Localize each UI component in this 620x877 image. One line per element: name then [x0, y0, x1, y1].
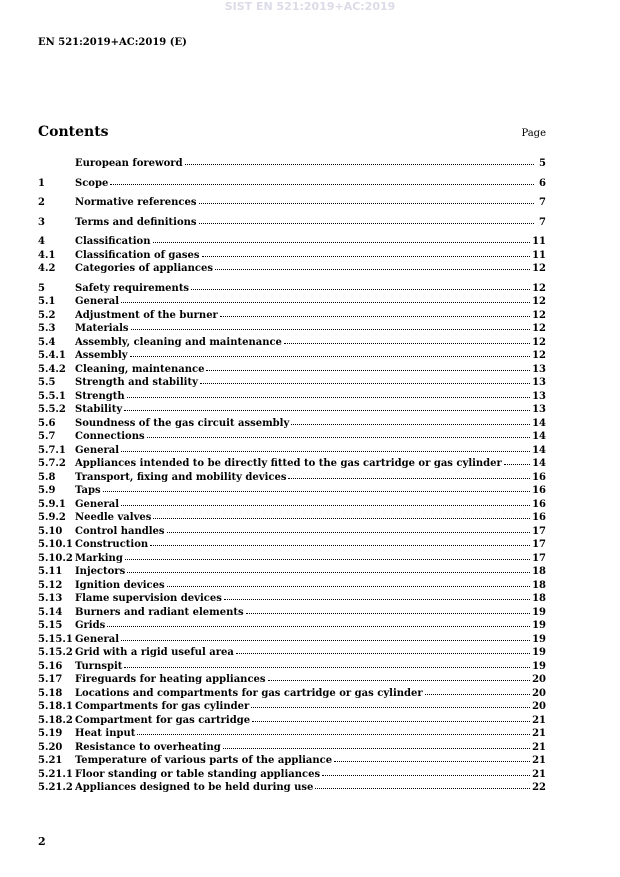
toc-entry[interactable]: [38, 402, 546, 416]
toc-page-number: 17: [532, 552, 546, 564]
toc-page-number: 12: [532, 263, 546, 274]
toc-dot-leader: [425, 685, 530, 695]
toc-section-title: Compartment for gas cartridge: [75, 714, 251, 726]
toc-section-number: 4: [38, 236, 45, 247]
toc-entry[interactable]: [38, 618, 546, 632]
toc-page-number: 18: [532, 566, 546, 577]
toc-page-number: 13: [532, 377, 546, 388]
toc-page-number: 19: [532, 647, 546, 658]
toc-section-number: 5.20: [38, 741, 63, 753]
toc-section-number: 5.6: [38, 417, 56, 429]
toc-section-number: 5.10.1: [38, 539, 73, 550]
toc-dot-leader: [322, 766, 530, 776]
toc-section-title: Materials: [75, 323, 129, 334]
toc-section-number: 2: [38, 197, 45, 208]
toc-section-title: European foreword: [75, 158, 183, 169]
toc-page-number: 13: [532, 390, 546, 402]
toc-section-title: Marking: [75, 552, 123, 564]
toc-page-number: 19: [532, 606, 546, 618]
toc-dot-leader: [200, 374, 530, 384]
toc-dot-leader: [121, 293, 530, 303]
toc-section-title: Safety requirements: [75, 282, 190, 294]
toc-entry[interactable]: [38, 294, 546, 308]
toc-section-number: 5.4.1: [38, 350, 66, 361]
toc-page-number: 12: [532, 296, 546, 307]
toc-dot-leader: [124, 401, 530, 411]
toc-dot-leader: [504, 455, 530, 465]
toc-section-number: 5.21: [38, 755, 63, 766]
toc-entry[interactable]: [38, 497, 546, 511]
toc-section-number: 5.1: [38, 296, 56, 307]
toc-section-number: 5.11: [38, 566, 63, 577]
toc-page-number: 12: [532, 282, 546, 294]
toc-section-title: Classification: [75, 236, 151, 247]
toc-page-number: 20: [532, 674, 546, 685]
toc-section-title: Classification of gases: [75, 249, 200, 261]
toc-section-number: 3: [38, 216, 45, 228]
toc-section-number: 5.4.2: [38, 363, 66, 375]
toc-section-number: 5.2: [38, 309, 56, 321]
toc-dot-leader: [167, 523, 531, 533]
toc-page-number: 16: [532, 471, 546, 483]
toc-section-title: Heat input: [75, 728, 136, 739]
toc-section-title: Ignition devices: [75, 579, 165, 591]
toc-section-title: General: [75, 296, 120, 307]
toc-section-title: Appliances designed to be held during use: [75, 782, 314, 793]
toc-section-title: Assembly: [75, 350, 128, 361]
toc-section-title: Compartments for gas cylinder: [75, 701, 250, 712]
toc-dot-leader: [246, 604, 530, 614]
toc-section-title: Control handles: [75, 525, 165, 537]
toc-page-number: 17: [532, 525, 546, 537]
toc-section-title: Resistance to overheating: [75, 741, 221, 753]
toc-section-number: 5.3: [38, 323, 56, 334]
toc-dot-leader: [191, 280, 530, 290]
toc-page-number: 21: [532, 714, 546, 726]
toc-section-number: 5.4: [38, 336, 56, 348]
toc-entry[interactable]: [38, 578, 546, 592]
toc-entry[interactable]: [38, 713, 546, 727]
toc-section-number: 5.12: [38, 579, 63, 591]
toc-dot-leader: [268, 671, 531, 681]
toc-section-title: General: [75, 444, 120, 456]
toc-dot-leader: [125, 550, 530, 560]
toc-page-number: 11: [532, 236, 546, 247]
toc-page-number: 22: [532, 782, 546, 793]
toc-entry[interactable]: [38, 156, 546, 170]
toc-section-number: 5.19: [38, 728, 63, 739]
toc-entry[interactable]: [38, 767, 546, 781]
toc-section-number: 1: [38, 177, 45, 189]
toc-entry[interactable]: [38, 605, 546, 619]
toc-section-number: 5.18.1: [38, 701, 73, 712]
toc-dot-leader: [202, 247, 531, 257]
toc-dot-leader: [223, 739, 530, 749]
toc-dot-leader: [150, 536, 530, 546]
toc-dot-leader: [131, 320, 531, 330]
toc-section-title: Normative references: [75, 197, 197, 208]
toc-page-number: 18: [532, 593, 546, 604]
toc-section-number: 5.8: [38, 471, 56, 483]
toc-dot-leader: [199, 214, 534, 224]
page-column-label: Page: [521, 128, 546, 139]
toc-page-number: 14: [532, 417, 546, 429]
toc-section-title: Adjustment of the burner: [75, 309, 218, 321]
toc-dot-leader: [251, 698, 530, 708]
toc-section-number: 5.13: [38, 593, 63, 604]
toc-dot-leader: [121, 442, 530, 452]
toc-section-number: 5: [38, 282, 45, 294]
toc-section-number: 5.10: [38, 525, 63, 537]
toc-section-title: Grids: [75, 620, 106, 631]
toc-entry[interactable]: [38, 321, 546, 335]
toc-section-number: 5.15.1: [38, 633, 73, 645]
toc-dot-leader: [103, 482, 530, 492]
toc-section-number: 5.21.2: [38, 782, 73, 793]
toc-page-number: 5: [539, 158, 546, 169]
toc-page-number: 13: [532, 404, 546, 415]
toc-entry[interactable]: [38, 348, 546, 362]
toc-dot-leader: [284, 334, 530, 344]
toc-section-title: Categories of appliances: [75, 263, 213, 274]
toc-page-number: 13: [532, 363, 546, 375]
toc-section-number: 5.18.2: [38, 714, 73, 726]
toc-dot-leader: [124, 658, 530, 668]
toc-entry[interactable]: [38, 281, 546, 295]
toc-entry[interactable]: [38, 686, 546, 700]
toc-page-number: 21: [532, 755, 546, 766]
toc-dot-leader: [236, 644, 530, 654]
toc-section-title: Floor standing or table standing appliances: [75, 768, 321, 780]
toc-entry[interactable]: [38, 308, 546, 322]
toc-section-number: 4.1: [38, 249, 56, 261]
document-id: EN 521:2019+AC:2019 (E): [38, 37, 187, 48]
contents-title: Contents: [38, 124, 109, 140]
toc-page-number: 7: [539, 197, 546, 208]
toc-entry[interactable]: [38, 335, 546, 349]
toc-dot-leader: [147, 428, 530, 438]
toc-dot-leader: [206, 361, 530, 371]
toc-dot-leader: [288, 469, 530, 479]
toc-entry[interactable]: [38, 524, 546, 538]
toc-entry[interactable]: [38, 483, 546, 497]
toc-section-number: 5.18: [38, 687, 63, 699]
toc-section-title: Assembly, cleaning and maintenance: [75, 336, 282, 348]
toc-dot-leader: [185, 155, 534, 165]
toc-page-number: 12: [532, 336, 546, 348]
toc-entry[interactable]: [38, 510, 546, 524]
toc-section-number: 5.16: [38, 660, 63, 672]
toc-section-number: 5.9: [38, 485, 56, 496]
toc-entry[interactable]: [38, 195, 546, 209]
toc-entry[interactable]: [38, 537, 546, 551]
toc-dot-leader: [107, 617, 530, 627]
toc-entry[interactable]: [38, 248, 546, 262]
toc-section-title: Strength: [75, 390, 125, 402]
toc-page-number: 16: [532, 498, 546, 510]
toc-section-title: Soundness of the gas circuit assembly: [75, 417, 290, 429]
toc-section-title: Fireguards for heating appliances: [75, 674, 266, 685]
toc-dot-leader: [167, 577, 530, 587]
watermark: SIST EN 521:2019+AC:2019: [224, 0, 396, 13]
toc-page-number: 21: [532, 768, 546, 780]
toc-entry[interactable]: [38, 699, 546, 713]
toc-page-number: 6: [539, 177, 546, 189]
toc-page-number: 14: [532, 431, 546, 442]
toc-dot-leader: [153, 509, 530, 519]
toc-page-number: 19: [532, 633, 546, 645]
table-of-contents: [38, 156, 546, 794]
toc-page-number: 11: [532, 249, 546, 261]
toc-section-title: General: [75, 498, 120, 510]
toc-section-number: 5.10.2: [38, 552, 73, 564]
toc-section-number: 5.7: [38, 431, 56, 442]
toc-page-number: 20: [532, 701, 546, 712]
toc-section-number: 5.14: [38, 606, 63, 618]
toc-page-number: 19: [532, 620, 546, 631]
toc-entry[interactable]: [38, 564, 546, 578]
toc-section-title: Transport, fixing and mobility devices: [75, 471, 287, 483]
toc-section-number: 5.21.1: [38, 768, 73, 780]
toc-entry[interactable]: [38, 591, 546, 605]
toc-page-number: 16: [532, 485, 546, 496]
toc-section-title: Terms and definitions: [75, 216, 197, 228]
toc-entry[interactable]: [38, 456, 546, 470]
toc-entry[interactable]: [38, 389, 546, 403]
toc-section-title: Flame supervision devices: [75, 593, 222, 604]
toc-section-title: Construction: [75, 539, 149, 550]
toc-entry[interactable]: [38, 659, 546, 673]
toc-section-number: 5.15: [38, 620, 63, 631]
toc-entry[interactable]: [38, 672, 546, 686]
toc-dot-leader: [130, 347, 531, 357]
toc-page-number: 14: [532, 458, 546, 469]
toc-dot-leader: [153, 233, 531, 243]
toc-page-number: 14: [532, 444, 546, 456]
toc-section-title: Burners and radiant elements: [75, 606, 244, 618]
toc-dot-leader: [334, 752, 530, 762]
toc-section-number: 5.5: [38, 377, 56, 388]
toc-section-number: 5.17: [38, 674, 63, 685]
toc-section-title: Cleaning, maintenance: [75, 363, 205, 375]
toc-entry[interactable]: [38, 443, 546, 457]
toc-section-title: Scope: [75, 177, 109, 189]
toc-section-title: Stability: [75, 404, 123, 415]
toc-section-number: 5.9.1: [38, 498, 66, 510]
toc-section-number: 5.5.1: [38, 390, 66, 402]
toc-page-number: 16: [532, 512, 546, 523]
toc-dot-leader: [110, 175, 534, 185]
toc-entry[interactable]: [38, 261, 546, 275]
toc-entry[interactable]: [38, 740, 546, 754]
toc-section-title: Taps: [75, 485, 101, 496]
toc-page-number: 21: [532, 741, 546, 753]
toc-section-number: 5.5.2: [38, 404, 66, 415]
toc-dot-leader: [291, 415, 530, 425]
toc-page-number: 20: [532, 687, 546, 699]
toc-page-number: 18: [532, 579, 546, 591]
toc-entry[interactable]: [38, 470, 546, 484]
toc-page-number: 7: [539, 216, 546, 228]
toc-entry[interactable]: [38, 429, 546, 443]
toc-section-title: Needle valves: [75, 512, 152, 523]
toc-dot-leader: [220, 307, 530, 317]
toc-entry[interactable]: [38, 726, 546, 740]
toc-entry[interactable]: [38, 551, 546, 565]
toc-section-number: 5.15.2: [38, 647, 73, 658]
toc-dot-leader: [121, 496, 530, 506]
toc-entry[interactable]: [38, 215, 546, 229]
toc-section-number: 5.7.1: [38, 444, 66, 456]
toc-entry[interactable]: [38, 234, 546, 248]
toc-page-number: 12: [532, 309, 546, 321]
toc-dot-leader: [127, 388, 530, 398]
toc-section-title: Temperature of various parts of the appliance: [75, 755, 333, 766]
toc-entry[interactable]: [38, 753, 546, 767]
toc-section-title: Turnspit: [75, 660, 123, 672]
toc-dot-leader: [199, 194, 535, 204]
toc-dot-leader: [224, 590, 530, 600]
toc-entry[interactable]: [38, 645, 546, 659]
toc-section-number: 4.2: [38, 263, 56, 274]
toc-dot-leader: [137, 725, 530, 735]
toc-section-number: 5.7.2: [38, 458, 66, 469]
toc-page-number: 21: [532, 728, 546, 739]
toc-entry[interactable]: [38, 632, 546, 646]
toc-page-number: 17: [532, 539, 546, 550]
toc-dot-leader: [121, 631, 530, 641]
toc-entry[interactable]: [38, 375, 546, 389]
toc-entry[interactable]: [38, 362, 546, 376]
toc-page-number: 12: [532, 350, 546, 361]
toc-section-title: Strength and stability: [75, 377, 198, 388]
toc-section-title: Connections: [75, 431, 145, 442]
toc-page-number: 19: [532, 660, 546, 672]
toc-dot-leader: [127, 563, 530, 573]
toc-entry[interactable]: [38, 416, 546, 430]
toc-dot-leader: [215, 260, 530, 270]
toc-section-title: Injectors: [75, 566, 126, 577]
toc-entry[interactable]: [38, 780, 546, 794]
toc-section-title: Locations and compartments for gas cartridge or gas cylinder: [75, 687, 423, 699]
toc-section-title: Grid with a rigid useful area: [75, 647, 234, 658]
page-number: 2: [38, 835, 46, 848]
toc-dot-leader: [252, 712, 530, 722]
toc-section-title: General: [75, 633, 120, 645]
toc-page-number: 12: [532, 323, 546, 334]
toc-entry[interactable]: [38, 176, 546, 190]
toc-section-number: 5.9.2: [38, 512, 66, 523]
toc-dot-leader: [315, 779, 530, 789]
toc-section-title: Appliances intended to be directly fitted to the gas cartridge or gas cylinder: [75, 458, 502, 469]
